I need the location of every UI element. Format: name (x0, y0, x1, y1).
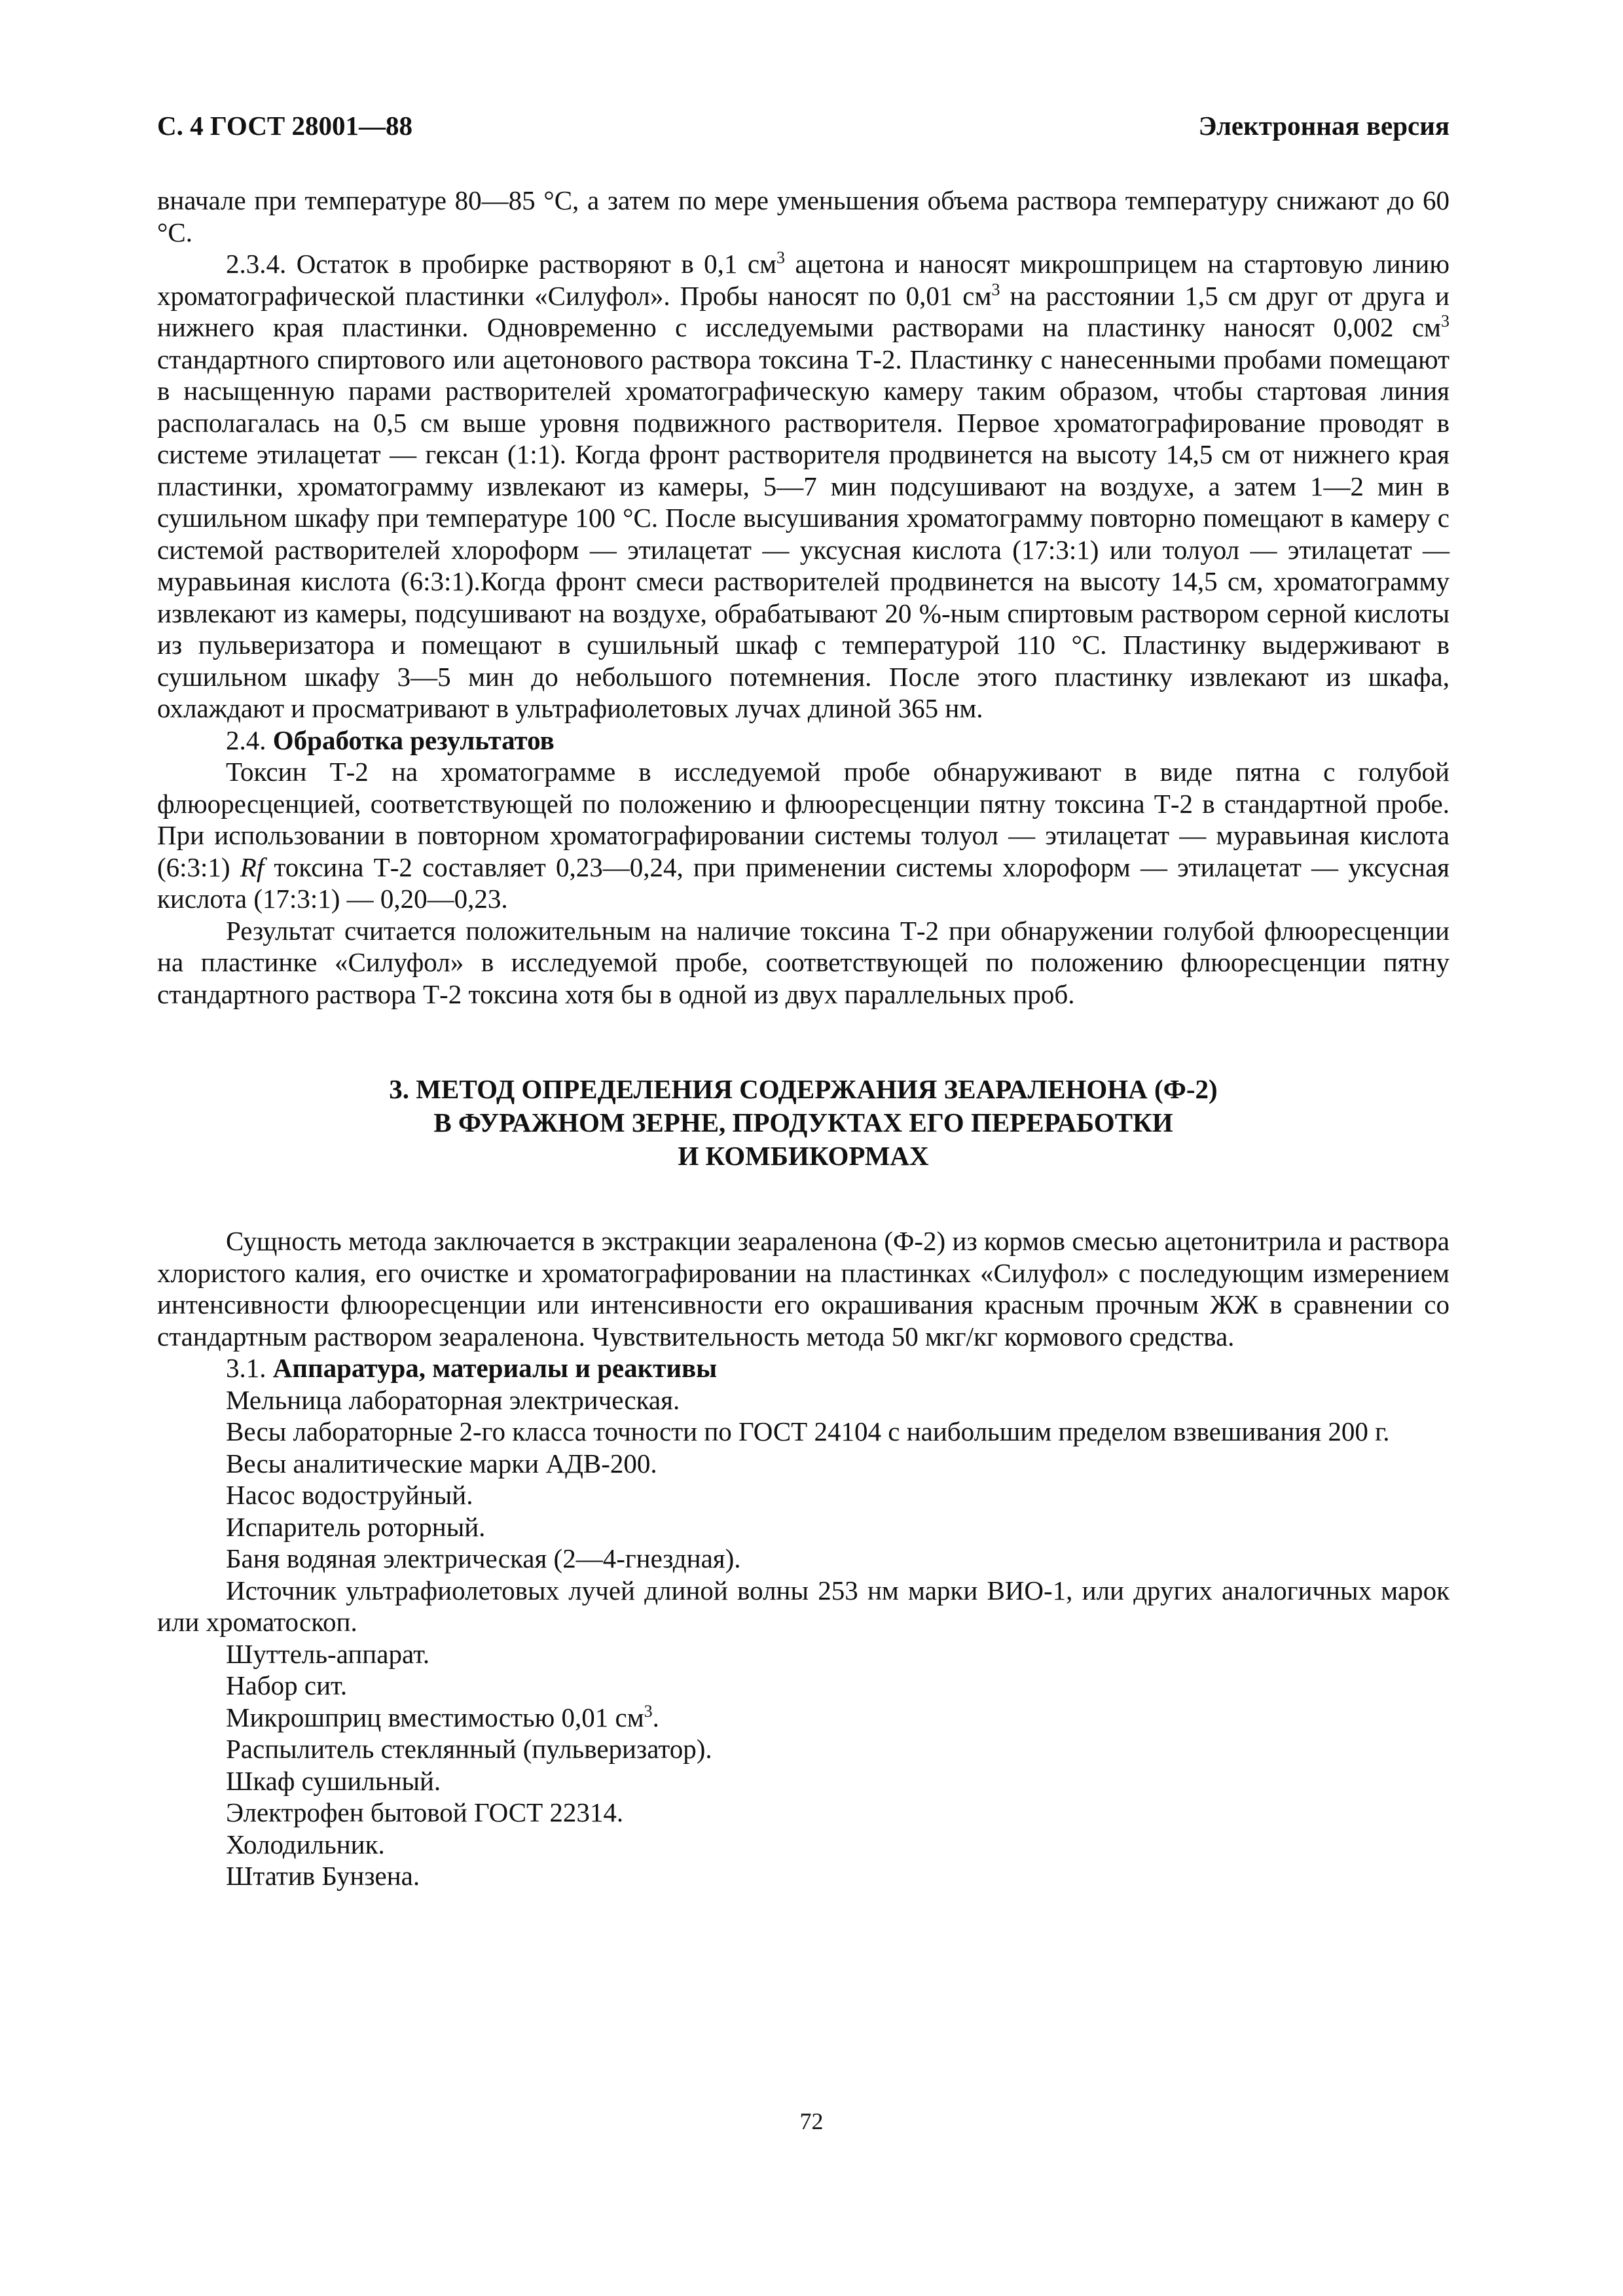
header-standard-ref: С. 4 ГОСТ 28001—88 (157, 111, 413, 141)
list-item-syringe (157, 1702, 1450, 1734)
method-essence-paragraph: Сущность метода заключается в экстракции зеараленона (Ф-2) из кормов смесью ацетонитрила и раствора хлористого калия, его очистке и хроматографировании на пластинках «Силуфол» с последующим измерением интенсивности флюоресценции или интенсивности его окрашивания красным прочным ЖЖ в сравнении со стандартным раствором зеараленона. Чувствительность метода 50 мкг/кг кормового средства. (157, 1226, 1450, 1352)
list-item: Источник ультрафиолетовых лучей длиной волны 253 нм марки ВИО-1, или других аналогичных марок или хроматоскоп. (157, 1575, 1450, 1637)
header-edition-label: Электронная версия (1198, 111, 1450, 141)
p234-sup-3: 3 (1441, 312, 1450, 331)
page-number: 72 (799, 2108, 824, 2134)
list-item: Штатив Бунзена. (226, 1861, 420, 1891)
list-item: Электрофен бытовой ГОСТ 22314. (226, 1797, 624, 1827)
heading-2-4-number: 2.4. (226, 725, 273, 755)
p234-sup-1: 3 (776, 248, 786, 267)
list-item: Шкаф сушильный. (226, 1765, 441, 1796)
p234-text-c: на расстоянии 1,5 см друг от друга и нижнего края пластинки. Одновременно с исследуемыми растворами на пластинку наносят 0,002 см (157, 280, 1450, 342)
section-3-title-line-2: В ФУРАЖНОМ ЗЕРНЕ, ПРОДУКТАХ ЕГО ПЕРЕРАБОТКИ (433, 1107, 1173, 1138)
results-paragraph-1 (157, 756, 1450, 915)
list-item: Распылитель стеклянный (пульверизатор). (226, 1734, 712, 1764)
heading-2-4-title: Обработка результатов (272, 725, 555, 755)
page-header (157, 110, 1450, 141)
heading-3-1-number: 3.1. (226, 1353, 273, 1383)
p234-text-d: стандартного спиртового или ацетонового раствора токсина Т-2. Пластинку с нанесенными пробами помещают в насыщенную парами растворителей хроматографическую камеру таким образом, чтобы стартовая линия располагалась на 0,5 см выше уровня подвижного растворителя. Первое хроматографирование проводят в системе этилацетат — гексан (1:1). Когда фронт растворителя продвинется на высоту 14,5 см от нижнего края пластинки, хроматограмму извлекают из камеры, 5—7 мин подсушивают на воздухе, а затем 1—2 мин в сушильном шкафу при температуре 100 °С. После высушивания хроматограмму повторно помещают в камеру с системой растворителей хлороформ — этилацетат — уксусная кислота (17:3:1) или толуол — этилацетат — муравьиная кислота (6:3:1).Когда фронт смеси растворителей продвинется на высоту 14,5 см, хроматограмму извлекают из камеры, подсушивают на воздухе, обрабатывают 20 %-ным спиртовым раствором серной кислоты из пульверизатора и помещают в сушильный шкаф с температурой 110 °С. Пластинку выдерживают в сушильном шкафу 3—5 мин до небольшого потемнения. После этого пластинку извлекают из шкафа, охлаждают и просматривают в ультрафиолетовых лучах длиной 365 нм. (157, 344, 1450, 723)
results-p1-text-b: токсина Т-2 составляет 0,23—0,24, при применении системы хлороформ — этилацетат — уксусная кислота (17:3:1) — 0,20—0,23. (157, 852, 1450, 914)
list-item: Набор сит. (226, 1670, 348, 1700)
heading-3-1 (157, 1352, 1450, 1384)
list-item: Насос водоструйный. (226, 1480, 473, 1510)
heading-3-1-title: Аппаратура, материалы и реактивы (272, 1353, 718, 1383)
results-p1-text-a: Токсин Т-2 на хроматограмме в исследуемой пробе обнаруживают в виде пятна с голубой флюоресценцией, соответствующей по положению и флюоресценции пятну токсина Т-2 в стандартной пробе. При использовании в повторном хроматографировании системы толуол — этилацетат — муравьиная кислота (6:3:1) (157, 757, 1450, 882)
syringe-text: Микрошприц вместимостью 0,01 см (226, 1702, 644, 1732)
section-3-title (157, 1073, 1450, 1173)
rf-symbol: Rf (240, 852, 264, 882)
p234-text-b: ацетона и наносят микрошприцем на стартовую линию хроматографической пластинки «Силуфол». Пробы наносят по 0,01 см (157, 249, 1450, 311)
list-item: Баня водяная электрическая (2—4-гнездная). (226, 1543, 741, 1573)
list-item: Испаритель роторный. (226, 1511, 486, 1542)
intro-paragraph: вначале при температуре 80—85 °С, а затем по мере уменьшения объема раствора температуру снижают до 60 °С. (157, 185, 1450, 247)
results-paragraph-2: Результат считается положительным на наличие токсина Т-2 при обнаружении голубой флюоресценции на пластинке «Силуфол» в исследуемой пробе, соответствующей по положению флюоресценции пятну стандартного раствора Т-2 токсина хотя бы в одной из двух параллельных проб. (157, 915, 1450, 1009)
syringe-end: . (652, 1702, 659, 1732)
paragraph-2-3-4 (157, 248, 1450, 725)
section-3-title-line-1: 3. МЕТОД ОПРЕДЕЛЕНИЯ СОДЕРЖАНИЯ ЗЕАРАЛЕНОНА (Ф-2) (389, 1074, 1218, 1104)
syringe-sup: 3 (644, 1701, 653, 1721)
list-item: Холодильник. (226, 1829, 385, 1859)
list-item: Мельница лабораторная электрическая. (226, 1384, 680, 1415)
heading-2-4 (157, 725, 1450, 757)
list-item: Весы лабораторные 2-го класса точности по ГОСТ 24104 с наибольшим пределом взвешивания 200 г. (226, 1416, 1390, 1446)
p234-text-a: 2.3.4. Остаток в пробирке растворяют в 0,1 см (226, 249, 777, 279)
list-item: Весы аналитические марки АДВ-200. (226, 1448, 657, 1479)
list-item: Шуттель-аппарат. (226, 1638, 430, 1669)
p234-sup-2: 3 (991, 279, 1000, 299)
equipment-list (157, 1384, 1450, 1892)
section-3-title-line-3: И КОМБИКОРМАХ (678, 1141, 929, 1171)
document-body (157, 185, 1450, 1892)
